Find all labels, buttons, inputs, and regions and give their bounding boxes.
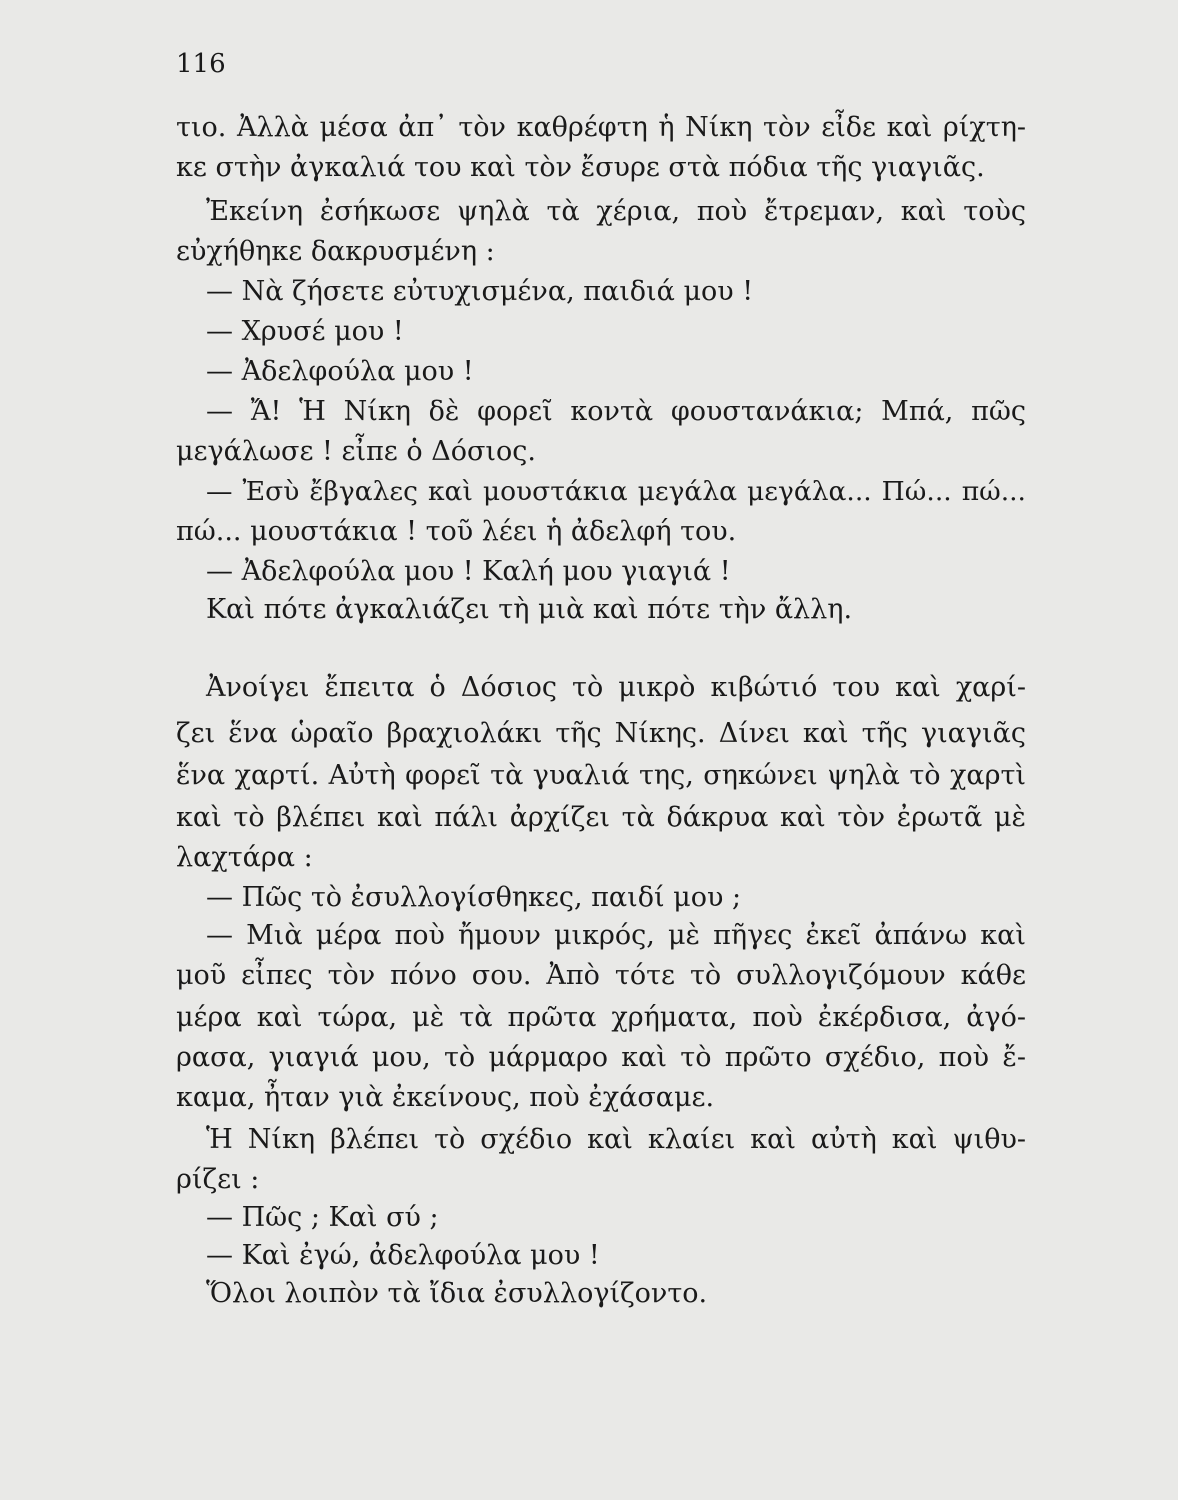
text-line: μεγάλωσε ! εἶπε ὁ Δόσιος. — [176, 436, 536, 467]
text-line: εὐχήθηκε δακρυσμένη : — [176, 236, 495, 267]
text-line: καὶ τὸ βλέπει καὶ πάλι ἀρχίζει τὰ δάκρυα καὶ τὸν ἐρωτᾶ μὲ — [176, 802, 1026, 833]
text-line: μέρα καὶ τώρα, μὲ τὰ πρῶτα χρήματα, ποὺ ἐκέρδισα, ἀγό- — [176, 1002, 1026, 1033]
text-line: — Ἐσὺ ἔβγαλες καὶ μουστάκια μεγάλα μεγάλα... Πώ... πώ... — [206, 476, 1026, 507]
text-line: λαχτάρα : — [176, 842, 313, 873]
text-line: καμα, ἦταν γιὰ ἐκείνους, ποὺ ἐχάσαμε. — [176, 1082, 715, 1113]
text-line: ρασα, γιαγιά μου, τὸ μάρμαρο καὶ τὸ πρῶτο σχέδιο, ποὺ ἔ- — [176, 1042, 1026, 1073]
text-line: ἕνα χαρτί. Αὐτὴ φορεῖ τὰ γυαλιά της, σηκώνει ψηλὰ τὸ χαρτὶ — [176, 760, 1026, 791]
text-line: — Μιὰ μέρα ποὺ ἤμουν μικρός, μὲ πῆγες ἐκεῖ ἀπάνω καὶ — [206, 920, 1026, 951]
text-line: — Πῶς τὸ ἐσυλλογίσθηκες, παιδί μου ; — [206, 882, 742, 913]
text-line: Ἐκείνη ἐσήκωσε ψηλὰ τὰ χέρια, ποὺ ἔτρεμαν, καὶ τοὺς — [206, 196, 1026, 227]
text-line: — Ἀδελφούλα μου ! — [206, 356, 474, 387]
text-line: — Καὶ ἐγώ, ἀδελφούλα μου ! — [206, 1240, 600, 1271]
text-line: πώ... μουστάκια ! τοῦ λέει ἡ ἀδελφή του. — [176, 516, 737, 547]
text-line: — Νὰ ζήσετε εὐτυχισμένα, παιδιά μου ! — [206, 276, 754, 307]
text-line: Ἀνοίγει ἔπειτα ὁ Δόσιος τὸ μικρὸ κιβώτιό του καὶ χαρί- — [206, 672, 1026, 703]
text-line: Καὶ πότε ἀγκαλιάζει τὴ μιὰ καὶ πότε τὴν ἄλλη. — [206, 594, 853, 625]
text-line: Ἡ Νίκη βλέπει τὸ σχέδιο καὶ κλαίει καὶ αὐτὴ καὶ ψιθυ- — [206, 1124, 1026, 1155]
text-line: — Πῶς ; Καὶ σύ ; — [206, 1202, 439, 1233]
text-line: Ὅλοι λοιπὸν τὰ ἴδια ἐσυλλογίζοντο. — [206, 1278, 708, 1309]
page-number: 116 — [176, 49, 226, 79]
text-line: κε στὴν ἀγκαλιά του καὶ τὸν ἔσυρε στὰ πόδια τῆς γιαγιᾶς. — [176, 152, 985, 183]
text-line: μοῦ εἶπες τὸν πόνο σου. Ἀπὸ τότε τὸ συλλογιζόμουν κάθε — [176, 960, 1026, 991]
text-line: ζει ἕνα ὡραῖο βραχιολάκι τῆς Νίκης. Δίνει καὶ τῆς γιαγιᾶς — [176, 718, 1026, 749]
text-line: — Χρυσέ μου ! — [206, 316, 404, 347]
text-line: — Ἄ! Ἡ Νίκη δὲ φορεῖ κοντὰ φουστανάκια; Μπά, πῶς — [206, 396, 1026, 427]
text-line: ρίζει : — [176, 1164, 260, 1195]
text-line: τιο. Ἀλλὰ μέσα ἀπ᾿ τὸν καθρέφτη ἡ Νίκη τὸν εἶδε καὶ ρίχτη- — [176, 112, 1026, 143]
text-line: — Ἀδελφούλα μου ! Καλή μου γιαγιά ! — [206, 556, 731, 587]
